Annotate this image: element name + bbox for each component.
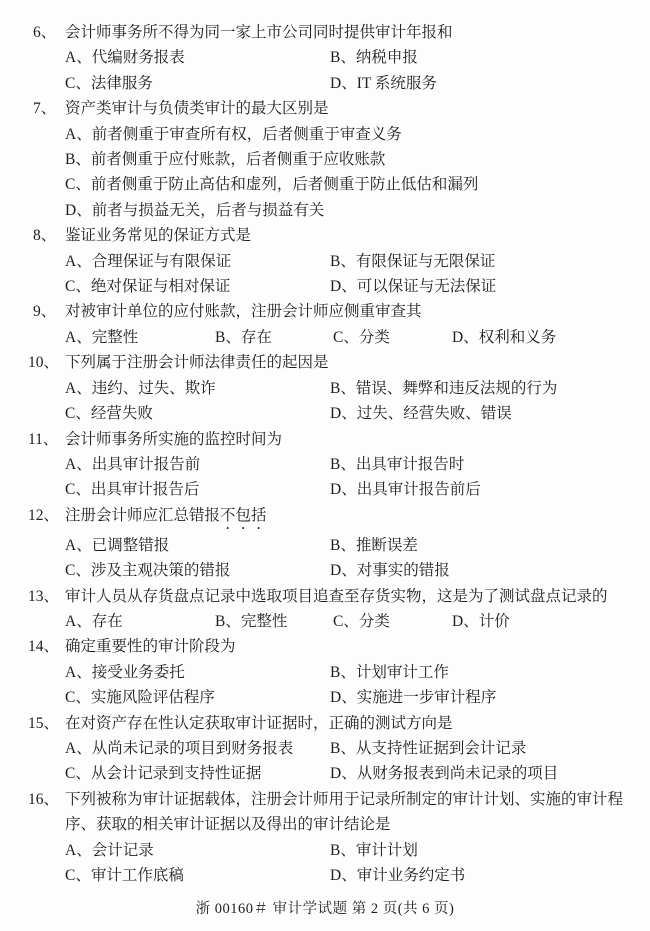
question-16 <box>0 787 650 889</box>
option-a: A、代编财务报表 <box>65 49 185 67</box>
option-row <box>0 122 650 147</box>
option-d: D、审计业务约定书 <box>330 867 466 884</box>
option-row <box>0 685 650 710</box>
option-row <box>0 45 650 70</box>
option-row <box>0 325 650 350</box>
option-c: C、审计工作底稿 <box>65 867 184 884</box>
question-number: 15、 <box>28 714 60 732</box>
option-d: D、出具审计报告前后 <box>330 481 481 499</box>
question-6 <box>0 20 650 96</box>
option-b: B、从支持性证据到会计记录 <box>330 739 527 757</box>
question-8 <box>0 223 650 299</box>
option-a: A、违约、过失、欺诈 <box>65 379 216 397</box>
option-b: B、存在 <box>215 328 272 346</box>
option-a: A、接受业务委托 <box>65 663 185 681</box>
option-row <box>0 761 650 786</box>
option-row <box>0 533 650 558</box>
question-stem-row <box>0 96 650 121</box>
option-row <box>0 71 650 96</box>
option-b: B、错误、舞弊和违反法规的行为 <box>330 379 558 397</box>
question-stem: 审计人员从存货盘点记录中选取项目追查至存货实物，这是为了测试盘点记录的 <box>65 587 608 605</box>
option-d: D、计价 <box>452 612 510 630</box>
option-row <box>0 249 650 274</box>
question-number: 13、 <box>28 587 60 605</box>
option-c: C、经营失败 <box>65 405 153 423</box>
option-c: C、分类 <box>333 328 390 346</box>
question-stem-row <box>0 634 650 659</box>
option-a: A、会计记录 <box>65 841 154 859</box>
question-stem-row <box>0 350 650 375</box>
question-stem-row <box>0 299 650 324</box>
option-row <box>0 198 650 223</box>
question-number: 11、 <box>28 430 59 448</box>
question-7 <box>0 96 650 223</box>
question-stem: 资产类审计与负债类审计的最大区别是 <box>65 100 329 118</box>
option-row <box>0 838 650 863</box>
question-number: 14、 <box>28 638 60 656</box>
emphasized-text: 不包括 <box>220 506 267 524</box>
question-number: 8、 <box>33 227 57 245</box>
option-d: D、权利和义务 <box>452 328 557 346</box>
option-b: B、纳税申报 <box>330 49 418 67</box>
option-d: D、可以保证与无法保证 <box>330 278 497 296</box>
option-d: D、过失、经营失败、错误 <box>330 405 512 423</box>
option-b: B、审计计划 <box>330 841 418 859</box>
question-stem-row <box>0 223 650 248</box>
option-b: B、出具审计报告时 <box>330 455 465 473</box>
question-11 <box>0 427 650 503</box>
question-stem-row <box>0 20 650 45</box>
option-b: B、前者侧重于应付账款，后者侧重于应收账款 <box>65 151 386 169</box>
question-stem <box>65 503 650 533</box>
option-row <box>0 401 650 426</box>
question-stem: 下列属于注册会计师法律责任的起因是 <box>65 354 329 372</box>
option-row <box>0 609 650 634</box>
question-number: 16、 <box>28 790 60 808</box>
question-stem-row <box>0 584 650 609</box>
option-row <box>0 274 650 299</box>
option-row <box>0 147 650 172</box>
option-row <box>0 477 650 502</box>
question-stem: 会计师事务所不得为同一家上市公司同时提供审计年报和 <box>65 24 453 41</box>
option-c: C、出具审计报告后 <box>65 481 200 499</box>
option-a: A、从尚未记录的项目到财务报表 <box>65 739 294 757</box>
page-footer: 浙 00160＃ 审计学试题 第 2 页(共 6 页) <box>195 901 455 918</box>
option-b: B、完整性 <box>215 612 288 630</box>
option-a: A、完整性 <box>65 328 139 346</box>
stem-text: 注册会计师应汇总错报 <box>65 506 221 524</box>
question-13 <box>0 584 650 635</box>
option-c: C、绝对保证与相对保证 <box>65 278 231 296</box>
option-a: A、出具审计报告前 <box>65 455 201 473</box>
option-c: C、前者侧重于防止高估和虚列，后者侧重于防止低估和漏列 <box>65 176 479 194</box>
option-a: A、合理保证与有限保证 <box>65 252 232 270</box>
option-b: B、推断误差 <box>330 536 418 554</box>
question-stem: 鉴证业务常见的保证方式是 <box>65 227 252 245</box>
question-12 <box>0 503 650 584</box>
question-number: 7、 <box>33 100 57 118</box>
question-stem-row <box>0 503 650 533</box>
question-stem: 会计师事务所实施的监控时间为 <box>65 430 283 448</box>
option-a: A、前者侧重于审查所有权，后者侧重于审查义务 <box>65 125 402 143</box>
option-row <box>0 660 650 685</box>
question-stem: 确定重要性的审计阶段为 <box>65 638 236 656</box>
option-c: C、从会计记录到支持性证据 <box>65 765 262 783</box>
option-a: A、存在 <box>65 612 123 630</box>
option-row <box>0 558 650 583</box>
option-d: D、实施进一步审计程序 <box>330 689 497 707</box>
option-c: C、法律服务 <box>65 74 153 92</box>
option-a: A、已调整错报 <box>65 536 170 554</box>
option-row <box>0 736 650 761</box>
option-c: C、分类 <box>333 612 390 630</box>
option-c: C、实施风险评估程序 <box>65 689 215 707</box>
question-14 <box>0 634 650 710</box>
option-row <box>0 172 650 197</box>
question-stem-row <box>0 711 650 736</box>
question-number: 10、 <box>28 354 60 372</box>
question-9 <box>0 299 650 350</box>
question-stem: 在对资产存在性认定获取审计证据时，正确的测试方向是 <box>65 714 453 732</box>
option-row <box>0 376 650 401</box>
question-number: 12、 <box>28 506 60 524</box>
question-number: 6、 <box>33 24 57 41</box>
option-row <box>0 863 650 888</box>
option-b: B、有限保证与无限保证 <box>330 252 496 270</box>
option-d: D、从财务报表到尚未记录的项目 <box>330 765 559 783</box>
question-stem-row <box>0 427 650 452</box>
option-d: D、IT 系统服务 <box>330 74 437 92</box>
option-d: D、前者与损益无关，后者与损益有关 <box>65 201 325 219</box>
question-15 <box>0 711 650 787</box>
option-row <box>0 452 650 477</box>
question-stem: 对被审计单位的应付账款，注册会计师应侧重审查其 <box>65 303 422 321</box>
option-c: C、涉及主观决策的错报 <box>65 562 231 580</box>
question-stem-row <box>0 787 650 838</box>
question-number: 9、 <box>33 303 57 321</box>
question-10 <box>0 350 650 426</box>
option-d: D、对事实的错报 <box>330 562 450 580</box>
option-b: B、计划审计工作 <box>330 663 449 681</box>
question-stem: 下列被称为审计证据载体，注册会计师用于记录所制定的审计计划、实施的审计程序、获取的相关审计证据以及得出的审计结论是 <box>65 790 624 834</box>
